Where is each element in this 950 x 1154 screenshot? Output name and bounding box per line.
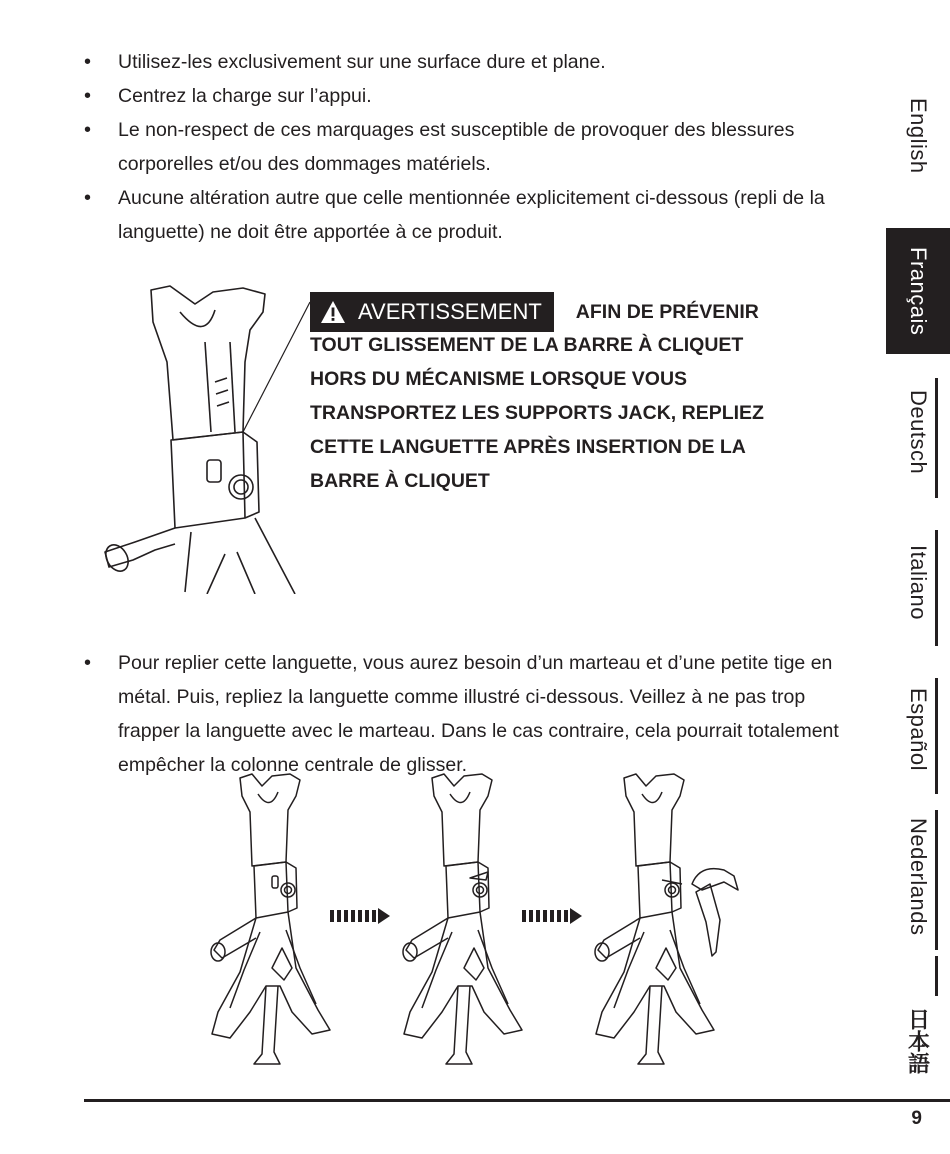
bullet-item: • Utilisez-les exclusivement sur une surface dure et plane. (84, 45, 864, 79)
safety-bullet-list (84, 45, 864, 249)
tab-francais[interactable]: Français (886, 228, 950, 354)
bullet-item: • Aucune altération autre que celle mentionnée explicitement ci-dessous (repli de la languette) ne doit être apportée à ce produit. (84, 181, 864, 249)
footer-rule (84, 1099, 950, 1102)
warning-text-line: BARRE À CLIQUET (310, 470, 490, 492)
tab-espanol[interactable]: Español (906, 688, 931, 772)
warning-badge (310, 292, 554, 332)
warning-text-line: TRANSPORTEZ LES SUPPORTS JACK, REPLIEZ (310, 402, 764, 424)
tab-japanese[interactable]: 日本語 (905, 1008, 931, 1074)
instruction-bullet-list (84, 646, 864, 782)
arrow-icon (330, 908, 390, 924)
tab-folding-steps-illustration (200, 772, 760, 1072)
tab-italiano[interactable]: Italiano (906, 544, 931, 620)
tab-deutsch[interactable]: Deutsch (906, 389, 931, 475)
tab-divider (935, 956, 938, 996)
tab-divider (935, 530, 938, 646)
jack-stand-detail-illustration (95, 282, 315, 594)
warning-block (310, 292, 850, 498)
tab-nederlands[interactable]: Nederlands (906, 818, 931, 936)
bullet-item: • Le non-respect de ces marquages est susceptible de provoquer des blessures corporelles et/ou des dommages matériels. (84, 113, 864, 181)
tab-english[interactable]: English (906, 98, 931, 174)
arrow-icon (522, 908, 582, 924)
warning-triangle-icon (320, 300, 346, 324)
tab-divider (935, 810, 938, 950)
warning-text-line: CETTE LANGUETTE APRÈS INSERTION DE LA (310, 436, 746, 458)
warning-badge-label: AVERTISSEMENT (358, 299, 542, 324)
tab-divider (935, 378, 938, 498)
bullet-item: • Centrez la charge sur l’appui. (84, 79, 864, 113)
warning-text-line: TOUT GLISSEMENT DE LA BARRE À CLIQUET (310, 334, 744, 356)
tab-divider (935, 678, 938, 794)
warning-text-line: HORS DU MÉCANISME LORSQUE VOUS (310, 368, 688, 390)
bullet-item: • Pour replier cette languette, vous aurez besoin d’un marteau et d’une petite tige en métal. Puis, repliez la languette comme illustré ci-dessous. Veillez à ne pas trop frapper la languette avec le marteau. Dans le cas contraire, cela pourrait totalement empêcher la colonne centrale de glisser. (84, 646, 864, 782)
warning-text-line: AFIN DE PRÉVENIR (575, 301, 759, 323)
page-number: 9 (911, 1108, 922, 1129)
